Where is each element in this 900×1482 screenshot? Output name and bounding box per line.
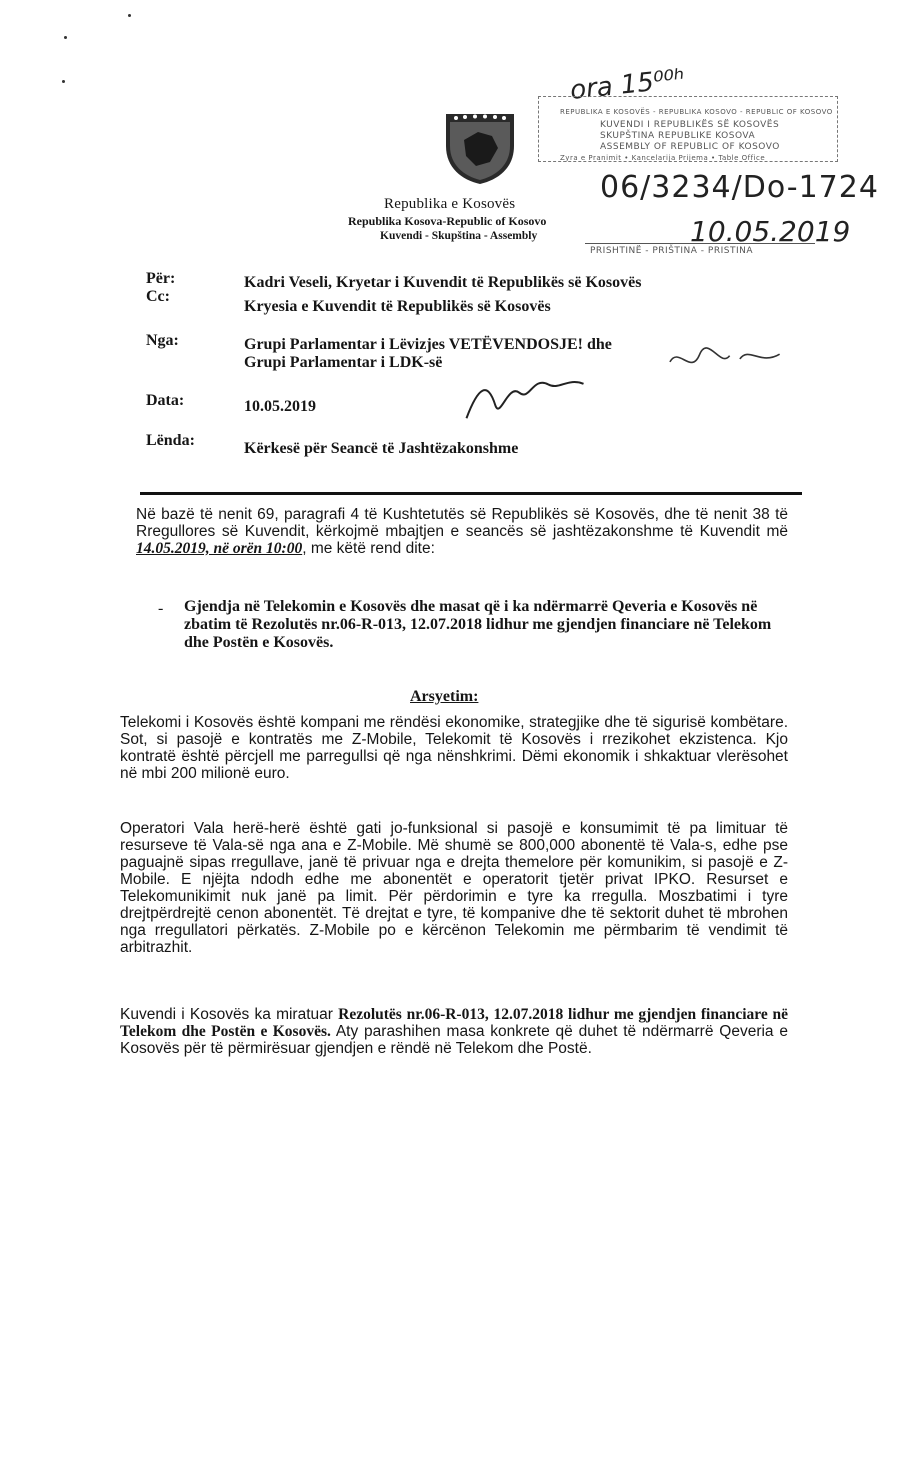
country-subtitle: Republika Kosova-Republic of Kosovo (348, 214, 547, 228)
stamp-line: SKUPŠTINA REPUBLIKE KOSOVA (600, 131, 756, 141)
scan-speck (62, 80, 65, 83)
label-per: Për: (146, 270, 176, 287)
value-cc: Kryesia e Kuvendit të Republikës së Kosovës (244, 298, 551, 315)
session-datetime: 14.05.2019, në orën 10:00 (136, 540, 303, 557)
stamp-line: Zyra e Pranimit • Kancelarija Prijema • Table Office (560, 154, 766, 162)
resolution-reference: Rezolutës nr.06-R-013, 12.07.2018 lidhur me gjendjen financiare në Telekom dhe Postën e Kosovës. (120, 1006, 789, 1040)
value-nga-1: Grupi Parlamentar i Lëvizjes VETËVENDOSJE! dhe (244, 336, 612, 353)
signature-2 (457, 365, 592, 436)
paragraph-3-start: Kuvendi i Kosovës ka miratuar (120, 1006, 339, 1023)
assembly-name: Kuvendi - Skupština - Assembly (380, 230, 538, 242)
stamp-date: 10.05.2019 (690, 215, 851, 248)
stamp-handwritten-time: ora 15⁰⁰ʰ (568, 64, 687, 106)
stamp-line: ASSEMBLY OF REPUBLIC OF KOSOVO (600, 142, 780, 152)
bullet-dash: - (158, 600, 164, 617)
label-lenda: Lënda: (146, 432, 195, 449)
paragraph-3-end: Aty parashihen masa konkrete që duhet të ndërmarrë Qeveria e Kosovës për të përmirësuar gjendjen e rëndë në Telekom dhe Postë. (120, 1023, 788, 1057)
value-data: 10.05.2019 (244, 398, 316, 415)
paragraph-3 (120, 1006, 788, 1057)
stamp-line: KUVENDI I REPUBLIKËS SË KOSOVËS (600, 120, 780, 130)
section-heading-arsyetim: Arsyetim: (410, 688, 479, 705)
scan-speck (64, 36, 67, 39)
stamp-footer: PRISHTINË - PRIŠTINA - PRISTINA (590, 246, 754, 256)
header-divider (140, 492, 802, 495)
agenda-item: Gjendja në Telekomin e Kosovës dhe masat që i ka ndërmarrë Qeveria e Kosovës në zbatim të Rezolutës nr.06-R-013, 12.07.2018 lidhur me gjendjen financiare në Telekom dhe Postën e Kosovës. (184, 598, 772, 651)
kosovo-emblem-icon (440, 110, 520, 186)
label-cc: Cc: (146, 288, 170, 305)
intro-text: Në bazë të nenit 69, paragrafi 4 të Kushtetutës së Republikës së Kosovës, dhe të nenit 38 të Rregullores së Kuvendit, kërkojmë mbajtjen e seancës së jashtëzakonshme të Kuvendit më (136, 506, 788, 540)
signature-1 (664, 334, 787, 389)
stamp-divider (585, 243, 815, 244)
country-name: Republika e Kosovës (384, 196, 516, 212)
intro-text-end: , me këtë rend dite: (302, 540, 435, 557)
paragraph-1: Telekomi i Kosovës është kompani me rëndësi ekonomike, strategjike dhe të sigurisë kombëtare. Sot, si pasojë e kontratës me Z-Mobile, Telekomit të Kosovës i rrezikohet ekzistenca. Kjo kontratë është përcjell me parregullsi që nga nënshkrimi. Dëmi ekonomik i shkaktuar vlerësohet në mbi 200 milionë euro. (120, 714, 788, 782)
value-nga-2: Grupi Parlamentar i LDK-së (244, 354, 443, 371)
label-nga: Nga: (146, 332, 179, 349)
stamp-protocol-number: 06/3234/Do-1724 (600, 170, 879, 205)
scan-speck (128, 14, 131, 17)
paragraph-2: Operatori Vala herë-herë është gati jo-funksional si pasojë e konsumimit të pa limituar të resurseve të Vala-së nga ana e Z-Mobile. Më shumë se 800,000 abonentë të Vala-s, edhe pse paguajnë sipas rregullave, janë të privuar nga e drejta themelore për komunikim, si pasojë e Z-Mobile. E njëjta ndodh edhe me abonentët e operatorit tjetër privat IPKO. Resurset e Telekomunikimit nuk janë pa limit. Për përdorimin e tyre ka rregulla. Moszbatimi i tyre drejtpërdrejtë cenon abonentët. Të drejtat e tyre, të kompanive dhe të sektorit duhet të mbrohen nga rregullatori përkatës. Z-Mobile po e kërcënon Telekomin me përmbarim të vendimit të arbitrazhit. (120, 820, 788, 956)
value-lenda: Kërkesë për Seancë të Jashtëzakonshme (244, 440, 519, 457)
stamp-line: REPUBLIKA E KOSOVËS - REPUBLIKA KOSOVO - REPUBLIC OF KOSOVO (560, 108, 833, 116)
label-data: Data: (146, 392, 185, 409)
intro-paragraph (136, 506, 788, 557)
value-per: Kadri Veseli, Kryetar i Kuvendit të Republikës së Kosovës (244, 274, 642, 291)
